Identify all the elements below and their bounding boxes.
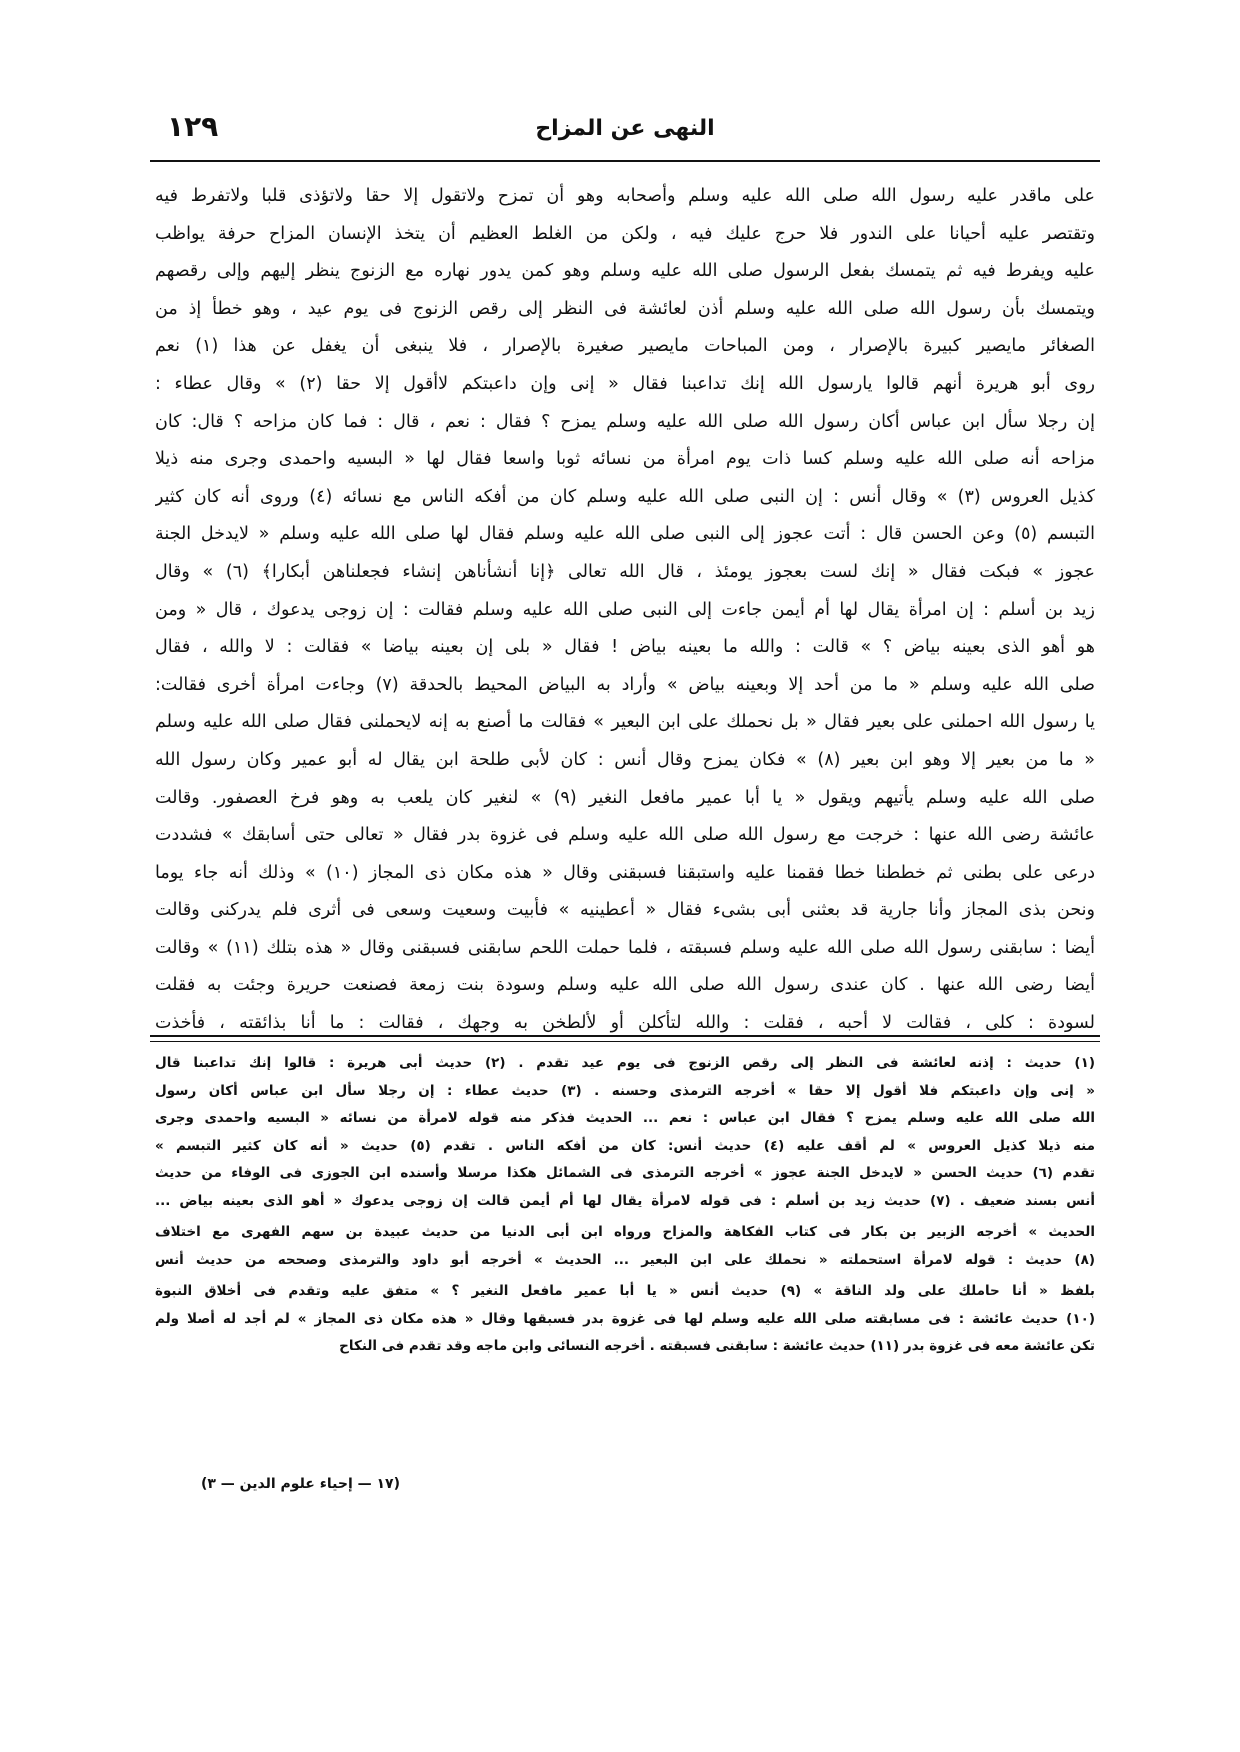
text-line: وتقتصر عليه أحيانا على الندور فلا حرج عليك فيه ، ولكن من الغلط العظيم أن يتخذ الإنسان المزاح حرفة يواظب <box>155 223 1095 244</box>
footnote-line: (٨) حديث : قوله لامرأة استحملته « نحملك على ابن البعير ... الحديث » أخرجه أبو داود والترمذى وصححه من حديث أنس <box>155 1251 1095 1268</box>
footnote-line: أنس بسند ضعيف . (٧) حديث زيد بن أسلم : فى قوله لامرأة يقال لها أم أيمن قالت إن زوجى يدعوك « أهو الذى بعينه بياض ... <box>155 1192 1095 1209</box>
footnote-line: الحديث » أخرجه الزبير بن بكار فى كتاب الفكاهة والمزاح ورواه ابن أبى الدنيا من حديث عبيدة بن سهم الفهرى مع اختلاف <box>155 1224 1095 1240</box>
text-line: أيضا رضى الله عنها . كان عندى رسول الله صلى الله عليه وسلم وسودة بنت زمعة فصنعت حريرة وجئت به فقلت <box>155 975 1095 996</box>
text-line: كذيل العروس (٣) » وقال أنس : إن النبى صلى الله عليه وسلم كان من أفكه الناس مع نسائه (٤) وروى أنه كان كثير <box>155 486 1095 507</box>
text-line: ونحن بذى المجاز وأنا جارية قد بعثنى أبى بشىء فقال « أعطينيه » فأبيت وسعيت وسعى فى أثرى فلم يدركنى وقالت <box>155 900 1095 921</box>
footnote-line: الله صلى الله عليه وسلم يمزح ؟ فقال ابن عباس : نعم ... الحديث فذكر منه قوله لامرأة من نسائه « البسيه واحمدى وجرى <box>155 1110 1095 1126</box>
text-line: التبسم (٥) وعن الحسن قال : أتت عجوز إلى النبى صلى الله عليه وسلم فقال لها صلى الله عليه وسلم « لايدخل الجنة <box>155 524 1095 545</box>
text-line: لسودة : كلى ، فقالت لا أحبه ، فقلت : والله لتأكلن أو لألطخن به وجهك ، فقالت : ما أنا بذائقته ، فأخذت <box>155 1013 1095 1034</box>
footnotes <box>155 1050 1095 1361</box>
text-line: يا رسول الله احملنى على بعير فقال « بل نحملك على ابن البعير » فقالت ما أصنع به إنه لايحملنى فقال صلى الله عليه وسلم <box>155 712 1095 733</box>
footnote-line: منه ذيلا كذيل العروس » لم أقف عليه (٤) حديث أنس: كان من أفكه الناس . تقدم (٥) حديث « أنه كان كثير التبسم » <box>155 1137 1095 1154</box>
text-line: ويتمسك بأن رسول الله صلى الله عليه وسلم أذن لعائشة فى النظر إلى رقص الزنوج فى يوم عيد ، وهو خطأ إذ من <box>155 298 1095 319</box>
page-number: ١٢٩ <box>167 110 219 143</box>
text-line: على ماقدر عليه رسول الله صلى الله عليه وسلم وأصحابه وهو أن تمزح ولاتقول إلا حقا ولاتؤذى قلبا ولاتفرط فيه <box>155 186 1095 206</box>
footnote-separator <box>150 1035 1100 1042</box>
text-line: عجوز » فبكت فقال « إنك لست بعجوز يومئذ ، قال الله تعالى ﴿إنا أنشأناهن إنشاء فجعلناهن أبكارا﴾ (٦) » وقال <box>155 561 1095 582</box>
text-line: عليه ويفرط فيه ثم يتمسك بفعل الرسول صلى الله عليه وسلم وهو كمن يدور نهاره مع الزنوج ينظر إليهم وإلى رقصهم <box>155 261 1095 282</box>
text-line: إن رجلا سأل ابن عباس أكان رسول الله صلى الله عليه وسلم يمزح ؟ فقال : نعم ، قال : فما كان مزاحه ؟ قال: كان <box>155 411 1095 432</box>
text-line: أيضا : سابقنى رسول الله صلى الله عليه وسلم فسبقته ، فلما حملت اللحم سابقنى فسبقنى وقال « هذه بتلك (١١) » وقالت <box>155 937 1095 958</box>
header-rule <box>150 160 1100 162</box>
text-line: هو أهو الذى بعينه بياض ؟ » قالت : والله ما بعينه بياض ! فقال « بلى إن بعينه بياضا » فقالت : لا والله ، فقال <box>155 637 1095 658</box>
page-header <box>155 108 1095 152</box>
text-line: الصغائر مايصير كبيرة بالإصرار ، ومن المباحات مايصير صغيرة بالإصرار ، فلا ينبغى أن يغفل عن هذا (١) نعم <box>155 336 1095 357</box>
text-line: صلى الله عليه وسلم « ما من أحد إلا وبعينه بياض » وأراد به البياض المحيط بالحدقة (٧) وجاءت امرأة أخرى فقالت: <box>155 674 1095 695</box>
text-line: عائشة رضى الله عنها : خرجت مع رسول الله صلى الله عليه وسلم فى غزوة بدر فقال « تعالى حتى أسابقك » فشددت <box>155 825 1095 846</box>
footnote-line: بلفظ « أنا حاملك على ولد الناقة » (٩) حديث أنس « يا أبا عمير مافعل النغير ؟ » متفق عليه وتقدم فى أخلاق النبوة <box>155 1283 1095 1299</box>
footnote-line: « إنى وإن داعبتكم فلا أقول إلا حقا » أخرجه الترمذى وحسنه . (٣) حديث عطاء : إن رجلا سأل ابن عباس أكان رسول <box>155 1082 1095 1099</box>
text-line: مزاحه أنه صلى الله عليه وسلم كسا ذات يوم امرأة من نسائه ثوبا واسعا فقال لها « البسيه واحمدى وجرى منه ذيلا <box>155 449 1095 470</box>
text-line: درعى على بطنى ثم خططنا خطا فقمنا عليه واستبقنا فسبقنى وقال « هذه مكان ذى المجاز (١٠) » وذلك أنه جاء يوما <box>155 862 1095 883</box>
text-line: « ما من بعير إلا وهو ابن بعير (٨) » فكان يمزح وقال أنس : كان لأبى طلحة ابن يقال له أبو عمير وكان رسول الله <box>155 749 1095 770</box>
main-text <box>155 178 1095 1043</box>
signature-mark: (١٧ — إحياء علوم الدين — ٣) <box>200 1476 400 1492</box>
text-line: زيد بن أسلم : إن امرأة يقال لها أم أيمن جاءت إلى النبى صلى الله عليه وسلم فقالت : إن زوجى يدعوك ، قال « ومن <box>155 599 1095 620</box>
footnote-line: (١) حديث : إذنه لعائشة فى النظر إلى رقص الزنوج فى يوم عيد تقدم . (٢) حديث أبى هريرة : قالوا إنك تداعبنا قال <box>155 1055 1095 1071</box>
footnote-line: تكن عائشة معه فى غزوة بدر (١١) حديث عائشة : سابقنى فسبقته . أخرجه النسائى وابن ماجه وقد تقدم فى النكاح <box>339 1338 1095 1354</box>
footnote-line: (١٠) حديث عائشة : فى مسابقته صلى الله عليه وسلم لها فى غزوة بدر فسبقها وقال « هذه مكان ذى المجاز » لم أجد له أصلا ولم <box>155 1310 1095 1327</box>
text-line: روى أبو هريرة أنهم قالوا يارسول الله إنك تداعبنا فقال « إنى وإن داعبتكم لاأقول إلا حقا (٢) » وقال عطاء : <box>155 373 1095 394</box>
page-title: النهى عن المزاح <box>535 116 715 141</box>
text-line: صلى الله عليه وسلم يأتيهم ويقول « يا أبا عمير مافعل النغير (٩) » لنغير كان يلعب به وهو فرخ العصفور. وقالت <box>155 787 1095 808</box>
footnote-line: تقدم (٦) حديث الحسن « لايدخل الجنة عجوز » أخرجه الترمذى فى الشمائل هكذا مرسلا وأسنده ابن الجوزى فى الوفاء من حديث <box>155 1165 1095 1181</box>
